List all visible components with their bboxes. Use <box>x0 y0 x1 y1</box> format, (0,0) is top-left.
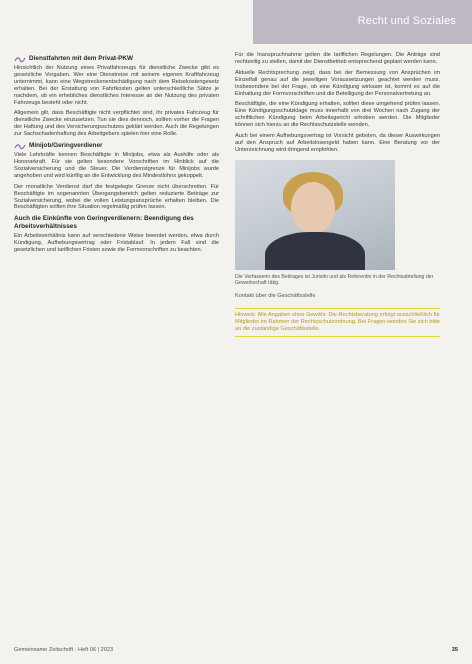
subheading-text: Auch die Einkünfte von Geringverdienern: Beendigung des Arbeitsverhältnisses <box>14 215 194 231</box>
subheading <box>14 215 219 231</box>
section-header-bar <box>253 0 472 44</box>
swirl-icon <box>14 56 26 63</box>
paragraph: Hinsichtlich der Nutzung eines Privatfahrzeugs für dienstliche Zwecke gibt es gesetzliche Vorgaben. Wer eine Dienstreise mit seinem eigenen Kraftfahrzeug unternimmt, kann eine Wegstreckenentschädigung nach dem Reisekostengesetz erhalten. Bei der Erstattung von Fahrtkosten gelten unterschiedliche Sätze je nachdem, ob ein erhebliches dienstliches Interesse an der Nutzung des privaten Fahrzeugs besteht oder nicht. <box>14 65 219 106</box>
subheading-text: Dienstfahrten mit dem Privat-PKW <box>29 55 134 62</box>
paragraph: Ein Arbeitsverhältnis kann auf verschiedene Weise beendet werden, etwa durch Kündigung, Aufhebungsvertrag oder Fristablauf. In jedem Fall sind die gesetzlichen und tariflichen Fristen sowie die Formvorschriften zu beachten. <box>14 233 219 254</box>
page-number: 35 <box>451 647 458 653</box>
note-box: Hinweis: Alle Angaben ohne Gewähr. Die Rechtsberatung erfolgt ausschließlich für Mitglieder im Rahmen der Rechtsschutzordnung. Bei Fragen wenden Sie sich bitte an die zuständige Geschäftsstelle. <box>235 308 440 337</box>
left-column <box>14 52 219 258</box>
author-photo <box>235 160 395 270</box>
author-line: Kontakt über die Geschäftsstelle <box>235 292 316 299</box>
page-footer <box>14 647 458 653</box>
section-title: Recht und Soziales <box>357 15 456 27</box>
photo-caption: Die Verfasserin des Beitrages ist Juristin und als Referentin in der Rechtsabteilung der Gewerkschaft tätig. <box>235 273 434 287</box>
subheading <box>14 55 219 63</box>
paragraph: Der monatliche Verdienst darf die festgelegte Grenze nicht überschreiten. Für Beschäftigte im sogenannten Übergangsbereich gelten reduzierte Beiträge zur Sozialversicherung, wobei die vollen Leistungsansprüche erhalten bleiben. Die Beschäftigten sollten ihre Situation regelmäßig prüfen lassen. <box>14 183 219 211</box>
swirl-icon <box>14 143 26 150</box>
subheading <box>14 142 219 150</box>
paragraph: Viele Lehrkräfte kennen Beschäftigte in Minijobs, etwa als Aushilfe oder als Honorarkraft. Für sie gelten besondere Vorschriften im Hinblick auf die Sozialversicherung und die Steuer. Die Verdienstgrenze für Minijobs wurde angehoben und wird künftig an die Entwicklung des Mindestlohns gekoppelt. <box>14 152 219 179</box>
paragraph: Aktuelle Rechtsprechung zeigt, dass bei der Bemessung von Ansprüchen im Einzelfall genau auf die jeweiligen Voraussetzungen geachtet werden muss. Insbesondere bei der Frage, ob eine Kündigung wirksam ist, kommt es auf die Einhaltung der Formvorschriften und die Beteiligung der Personalvertretung an. <box>235 69 440 97</box>
subheading-text: Minijob/Geringverdiener <box>29 142 103 150</box>
right-column <box>235 52 440 337</box>
paragraph: Für die Inanspruchnahme gelten die tariflichen Regelungen. Die Anträge sind rechtzeitig zu stellen, damit der Dienstbetrieb entsprechend geplant werden kann. <box>235 52 440 65</box>
paragraph: Allgemein gilt, dass Beschäftigte nicht verpflichtet sind, ihr privates Fahrzeug für dienstliche Zwecke einzusetzen. Tun sie dies dennoch, sollten vorher die Fragen der Haftung und des Versicherungsschutzes geklärt werden. Auch die Regelungen zur Sachschadenhaftung des Arbeitgebers spielen hier eine Rolle. <box>14 110 219 138</box>
paragraph: Auch bei einem Aufhebungsvertrag ist Vorsicht geboten, da dieser Auswirkungen auf den Anspruch auf Arbeitslosengeld haben kann. Eine Beratung vor der Unterzeichnung wird dringend empfohlen. <box>235 133 440 153</box>
paragraph: Beschäftigte, die eine Kündigung erhalten, sollten diese umgehend prüfen lassen. Eine Kündigungsschutzklage muss innerhalb von drei Wochen nach Zugang der schriftlichen Kündigung beim Arbeitsgericht erhoben werden. Die Mitglieder können sich hierzu an die Rechtsschutzstelle wenden. <box>235 101 440 129</box>
footer-publication: Gemeinsame Zeitschrift · Heft 06 | 2023 <box>14 647 114 653</box>
